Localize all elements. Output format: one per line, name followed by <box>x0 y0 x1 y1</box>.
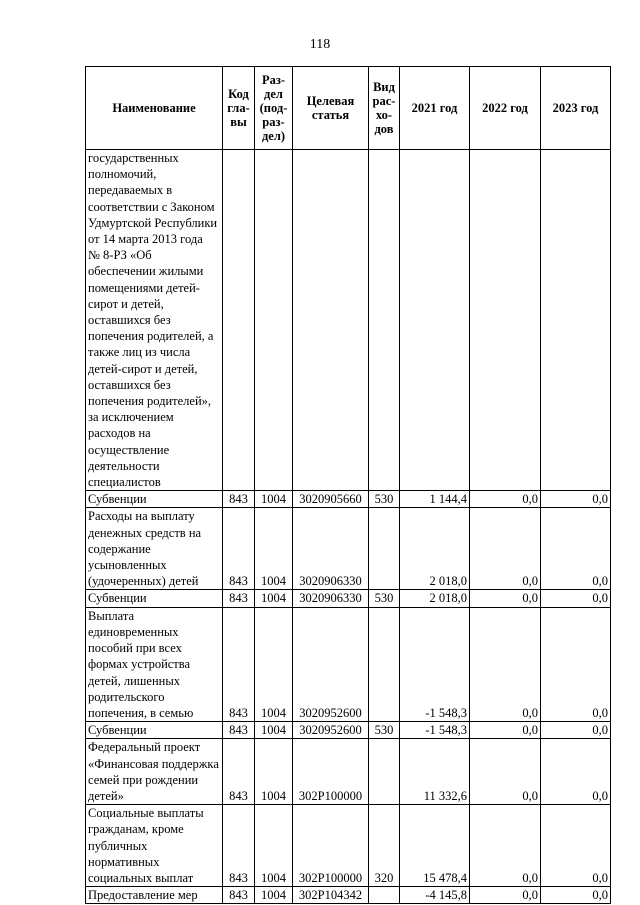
row-expense-type <box>369 739 400 805</box>
row-amount-2021: -1 548,3 <box>400 607 470 721</box>
table-row <box>86 887 611 904</box>
row-amount-2023: 0,0 <box>541 590 611 607</box>
row-amount-2022: 0,0 <box>470 805 541 887</box>
row-amount-2023: 0,0 <box>541 887 611 904</box>
row-amount-2023: 0,0 <box>541 805 611 887</box>
row-amount-2021: 1 144,4 <box>400 491 470 508</box>
row-amount-2023: 0,0 <box>541 491 611 508</box>
row-amount-2022: 0,0 <box>470 887 541 904</box>
row-chapter-code: 843 <box>223 887 255 904</box>
row-target-article: 302P100000 <box>293 739 369 805</box>
row-expense-type <box>369 150 400 491</box>
row-chapter-code: 843 <box>223 722 255 739</box>
row-amount-2023: 0,0 <box>541 607 611 721</box>
table-header-row <box>86 67 611 150</box>
row-amount-2023: 0,0 <box>541 508 611 590</box>
row-amount-2023: 0,0 <box>541 722 611 739</box>
row-target-article: 3020952600 <box>293 722 369 739</box>
row-target-article: 3020905660 <box>293 491 369 508</box>
row-chapter-code: 843 <box>223 590 255 607</box>
row-section: 1004 <box>255 508 293 590</box>
row-amount-2021: 15 478,4 <box>400 805 470 887</box>
table-row <box>86 491 611 508</box>
row-expense-type: 530 <box>369 722 400 739</box>
row-amount-2022: 0,0 <box>470 491 541 508</box>
row-chapter-code: 843 <box>223 805 255 887</box>
row-amount-2022: 0,0 <box>470 508 541 590</box>
header-section: Раз- дел (под- раз- дел) <box>255 67 293 150</box>
header-2022: 2022 год <box>470 67 541 150</box>
row-chapter-code <box>223 150 255 491</box>
row-section: 1004 <box>255 722 293 739</box>
header-chapter-code: Код гла- вы <box>223 67 255 150</box>
row-amount-2021: -4 145,8 <box>400 887 470 904</box>
budget-table <box>85 66 611 904</box>
table-row <box>86 805 611 887</box>
row-name: Субвенции <box>86 722 223 739</box>
row-expense-type <box>369 887 400 904</box>
page-number: 118 <box>309 37 331 52</box>
row-chapter-code: 843 <box>223 607 255 721</box>
row-amount-2022: 0,0 <box>470 739 541 805</box>
row-section: 1004 <box>255 491 293 508</box>
row-name: Социальные выплаты гражданам, кроме публичных нормативных социальных выплат <box>86 805 223 887</box>
header-target-article: Целевая статья <box>293 67 369 150</box>
row-section <box>255 150 293 491</box>
row-section: 1004 <box>255 607 293 721</box>
row-amount-2021: 11 332,6 <box>400 739 470 805</box>
row-amount-2021: -1 548,3 <box>400 722 470 739</box>
row-target-article: 302P104342 <box>293 887 369 904</box>
table-row <box>86 150 611 491</box>
row-expense-type: 320 <box>369 805 400 887</box>
row-target-article <box>293 150 369 491</box>
row-name: Расходы на выплату денежных средств на содержание усыновленных (удочеренных) детей <box>86 508 223 590</box>
row-target-article: 3020906330 <box>293 590 369 607</box>
row-name: Выплата единовременных пособий при всех формах устройства детей, лишенных родительского попечения, в семью <box>86 607 223 721</box>
table-row <box>86 607 611 721</box>
row-section: 1004 <box>255 590 293 607</box>
row-target-article: 3020906330 <box>293 508 369 590</box>
row-target-article: 3020952600 <box>293 607 369 721</box>
row-chapter-code: 843 <box>223 508 255 590</box>
row-expense-type: 530 <box>369 491 400 508</box>
table-row <box>86 739 611 805</box>
table-row <box>86 590 611 607</box>
header-2021: 2021 год <box>400 67 470 150</box>
row-amount-2021: 2 018,0 <box>400 508 470 590</box>
header-expense-type: Вид рас- хо- дов <box>369 67 400 150</box>
row-section: 1004 <box>255 739 293 805</box>
row-chapter-code: 843 <box>223 739 255 805</box>
header-name: Наименование <box>86 67 223 150</box>
row-amount-2023: 0,0 <box>541 739 611 805</box>
row-name: Предоставление мер <box>86 887 223 904</box>
row-amount-2022 <box>470 150 541 491</box>
row-chapter-code: 843 <box>223 491 255 508</box>
row-amount-2021: 2 018,0 <box>400 590 470 607</box>
table-row <box>86 722 611 739</box>
row-expense-type <box>369 508 400 590</box>
row-section: 1004 <box>255 887 293 904</box>
row-name: Субвенции <box>86 590 223 607</box>
row-name: Федеральный проект «Финансовая поддержка семей при рождении детей» <box>86 739 223 805</box>
row-expense-type <box>369 607 400 721</box>
row-amount-2021 <box>400 150 470 491</box>
row-expense-type: 530 <box>369 590 400 607</box>
header-2023: 2023 год <box>541 67 611 150</box>
table-row <box>86 508 611 590</box>
row-target-article: 302P100000 <box>293 805 369 887</box>
row-name: государственных полномочий, передаваемых в соответствии с Законом Удмуртской Республики от 14 марта 2013 года № 8-РЗ «Об обеспечении жилыми помещениями детей- сирот и детей, оставшихся без попечения родителей, а также лиц из числа детей-сирот и детей, оставшихся без попечения родителей», за исключением расходов на осуществление деятельности специалистов <box>86 150 223 491</box>
row-section: 1004 <box>255 805 293 887</box>
row-amount-2023 <box>541 150 611 491</box>
row-amount-2022: 0,0 <box>470 722 541 739</box>
row-amount-2022: 0,0 <box>470 590 541 607</box>
row-name: Субвенции <box>86 491 223 508</box>
row-amount-2022: 0,0 <box>470 607 541 721</box>
